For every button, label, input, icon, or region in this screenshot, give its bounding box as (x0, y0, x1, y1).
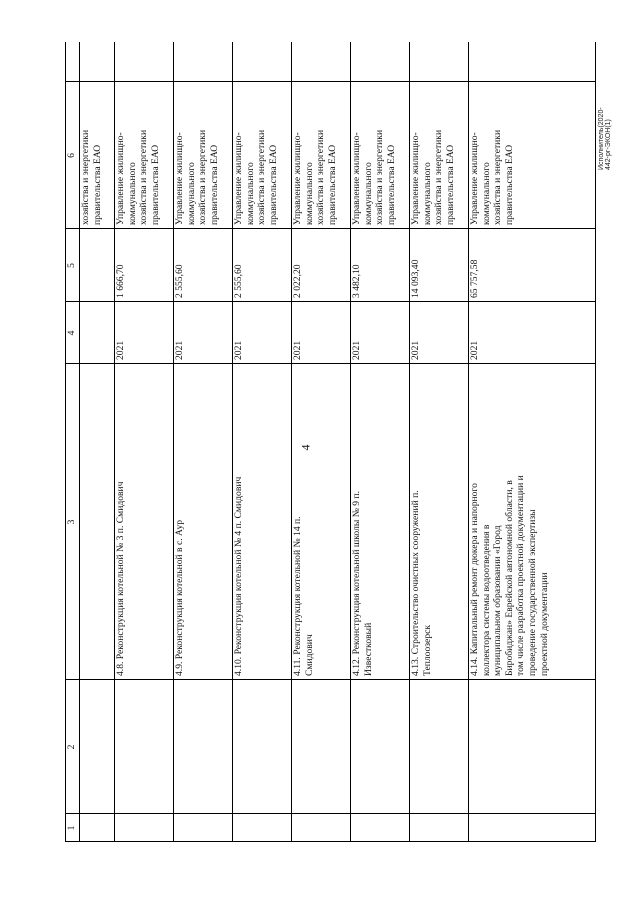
year-cell: 2021 (233, 340, 244, 360)
executor-cell: Управление жилищно- коммунального хозяйства и энергетики правительства ЕАО (233, 129, 279, 225)
measure-name: 4.13. Строительство очистных сооружений п. Теплоозерск (410, 490, 433, 676)
year-cell: 2021 (174, 340, 185, 360)
measure-name: 4.12. Реконструкция котельной школы № 9 п. Известковый (351, 491, 374, 676)
executor-cell: Управление жилищно- коммунального хозяйства и энергетики правительства ЕАО (174, 129, 220, 225)
footer-code: Исполнитель(2020-442-рг-ЭКОН(1) (598, 107, 612, 170)
measure-name: 4.11. Реконструкция котельной № 14 п. Смидович (292, 516, 315, 676)
header-cell-6: 6 (66, 153, 77, 158)
year-cell: 2021 (292, 340, 303, 360)
amount-cell: 14 093,40 (410, 259, 421, 298)
amount-cell: 65 757,58 (469, 259, 480, 298)
year-cell: 2021 (410, 340, 421, 360)
page-number: 4 (298, 444, 313, 451)
year-cell: 2021 (351, 340, 362, 360)
measure-name: 4.10. Реконструкция котельной № 4 п. Смидович (233, 476, 244, 676)
executor-cell: Управление жилищно- коммунального хозяйства и энергетики правительства ЕАО (410, 129, 456, 225)
amount-cell: 1 666,70 (115, 264, 126, 298)
column-rule (65, 841, 595, 842)
amount-cell: 2 022,20 (292, 264, 303, 298)
year-cell: 2021 (469, 340, 480, 360)
rotated-table (65, 42, 595, 842)
executor-cell: Управление жилищно- коммунального хозяйства и энергетики правительства ЕАО (115, 129, 161, 225)
executor-cell: Управление жилищно- коммунального хозяйства и энергетики правительства ЕАО (292, 129, 338, 225)
header-cell-3: 3 (66, 519, 77, 525)
header-cell-1: 1 (66, 825, 77, 831)
row-rule (595, 42, 596, 842)
continuation-executor: хозяйства и энергетики правительства ЕАО (80, 129, 103, 225)
column-rule (65, 813, 595, 814)
measure-name: 4.14. Капитальный ремонт дюкера и напорного коллектора системы водоотведения в муниципальном образовании «Город Биробиджан» Еврейской автономной области, в том числе разработка проектной документации и проведение государственной экспертизы проектной документации (469, 475, 550, 676)
header-cell-4: 4 (66, 330, 77, 336)
amount-cell: 3 482,10 (351, 264, 362, 298)
amount-cell: 2 555,60 (174, 264, 185, 298)
header-cell-2: 2 (66, 744, 77, 750)
amount-cell: 2 555,60 (233, 264, 244, 298)
year-cell: 2021 (115, 340, 126, 360)
measure-name: 4.8. Реконструкция котельной № 3 п. Смидович (115, 481, 126, 676)
header-cell-5: 5 (66, 263, 77, 268)
executor-cell: Управление жилищно- коммунального хозяйства и энергетики правительства ЕАО (469, 129, 515, 225)
executor-cell: Управление жилищно- коммунального хозяйства и энергетики правительства ЕАО (351, 129, 397, 225)
measure-name: 4.9. Реконструкция котельной в с. Аур (174, 519, 185, 676)
